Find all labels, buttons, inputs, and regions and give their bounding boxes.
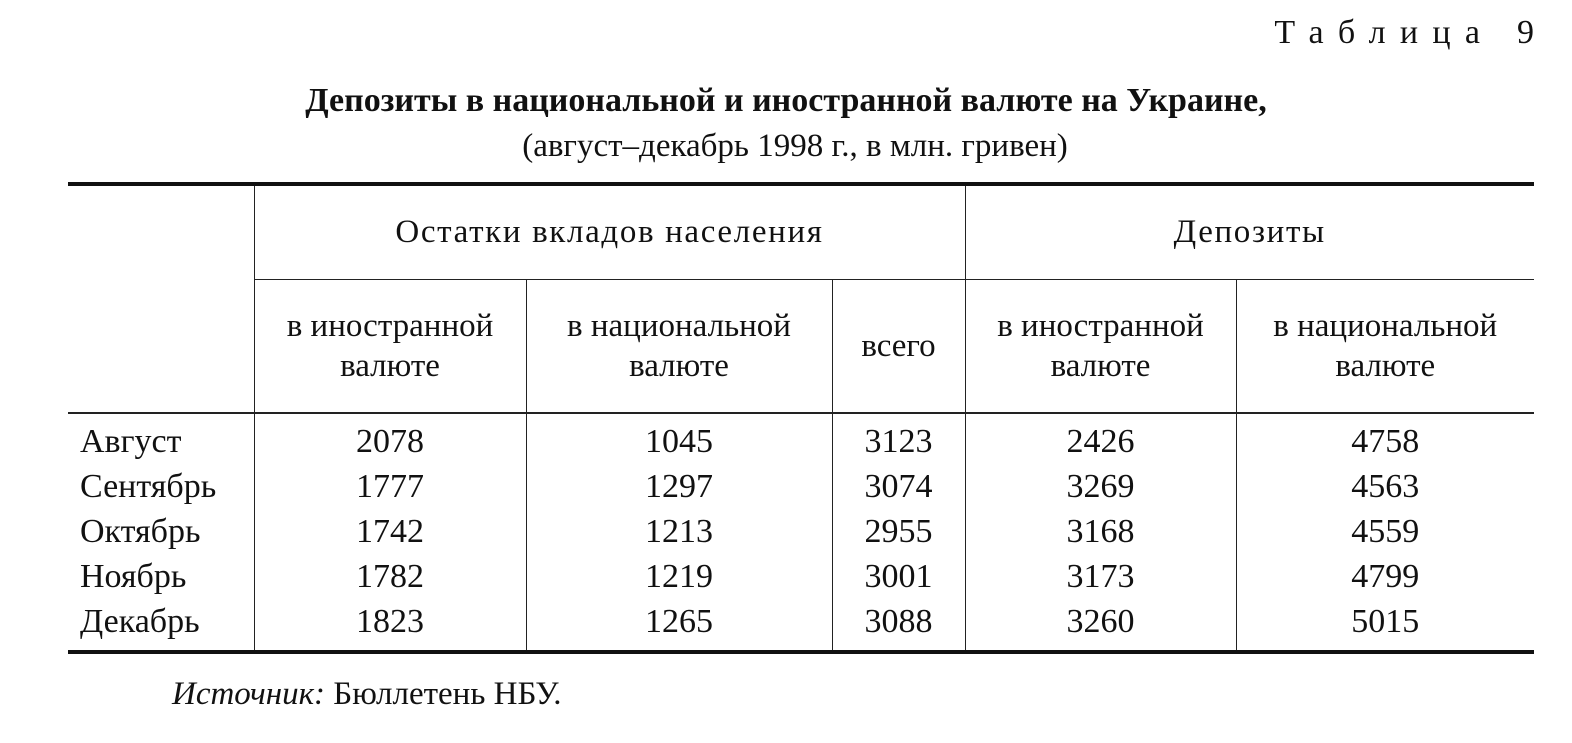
deposits-table xyxy=(68,182,1534,654)
cell-pop-foreign: 2078 xyxy=(254,413,526,464)
cell-dep-national: 4799 xyxy=(1236,554,1534,599)
cell-pop-total: 2955 xyxy=(832,509,965,554)
cell-pop-foreign: 1742 xyxy=(254,509,526,554)
header-col-dep-foreign xyxy=(965,280,1236,414)
cell-dep-foreign: 3269 xyxy=(965,464,1236,509)
header-col-pop-total xyxy=(832,280,965,414)
table-row xyxy=(68,413,1534,464)
cell-pop-foreign: 1782 xyxy=(254,554,526,599)
header-col-pop-foreign xyxy=(254,280,526,414)
cell-pop-total: 3074 xyxy=(832,464,965,509)
row-month: Август xyxy=(80,423,182,460)
header-line: валюте xyxy=(340,348,440,384)
cell-dep-foreign: 3173 xyxy=(965,554,1236,599)
header-group-deposits: Депозиты xyxy=(965,184,1534,280)
table-row xyxy=(68,599,1534,652)
cell-pop-total: 3088 xyxy=(832,599,965,652)
source-label: Источник: xyxy=(172,676,325,712)
header-group-population-deposits: Остатки вкладов населения xyxy=(254,184,965,280)
row-month: Ноябрь xyxy=(80,558,187,595)
table-row xyxy=(68,464,1534,509)
header-line: всего xyxy=(861,328,936,364)
cell-pop-national: 1045 xyxy=(526,413,832,464)
header-row-groups xyxy=(68,184,1534,280)
cell-dep-national: 4758 xyxy=(1236,413,1534,464)
cell-dep-foreign: 3260 xyxy=(965,599,1236,652)
header-line: в национальной xyxy=(567,308,791,344)
header-line: валюте xyxy=(1050,348,1151,384)
cell-pop-national: 1265 xyxy=(526,599,832,652)
row-month: Октябрь xyxy=(80,513,201,550)
table-title: Депозиты в национальной и иностранной валюте на Украине, xyxy=(305,82,1267,119)
cell-dep-national: 4563 xyxy=(1236,464,1534,509)
cell-pop-national: 1219 xyxy=(526,554,832,599)
header-line: валюте xyxy=(1335,348,1436,384)
source-text: Бюллетень НБУ. xyxy=(325,676,562,712)
cell-pop-national: 1297 xyxy=(526,464,832,509)
header-row-columns xyxy=(68,280,1534,414)
header-line: в иностранной xyxy=(997,308,1204,344)
table-subtitle: (август–декабрь 1998 г., в млн. гривен) xyxy=(522,128,1068,164)
cell-pop-total: 3123 xyxy=(832,413,965,464)
table-row xyxy=(68,509,1534,554)
cell-dep-foreign: 2426 xyxy=(965,413,1236,464)
table-row xyxy=(68,554,1534,599)
cell-dep-foreign: 3168 xyxy=(965,509,1236,554)
header-line: в иностранной xyxy=(286,308,494,344)
table-number: Таблица 9 xyxy=(1274,14,1549,51)
cell-pop-foreign: 1777 xyxy=(254,464,526,509)
header-line: валюте xyxy=(629,348,729,384)
cell-pop-national: 1213 xyxy=(526,509,832,554)
row-month: Сентябрь xyxy=(80,468,217,505)
source-note xyxy=(172,676,562,713)
cell-dep-national: 5015 xyxy=(1236,599,1534,652)
cell-pop-foreign: 1823 xyxy=(254,599,526,652)
header-empty-cell xyxy=(68,184,254,413)
header-col-pop-national xyxy=(526,280,832,414)
header-line: в национальной xyxy=(1273,308,1498,344)
cell-dep-national: 4559 xyxy=(1236,509,1534,554)
cell-pop-total: 3001 xyxy=(832,554,965,599)
header-col-dep-national xyxy=(1236,280,1534,414)
row-month: Декабрь xyxy=(80,603,200,640)
